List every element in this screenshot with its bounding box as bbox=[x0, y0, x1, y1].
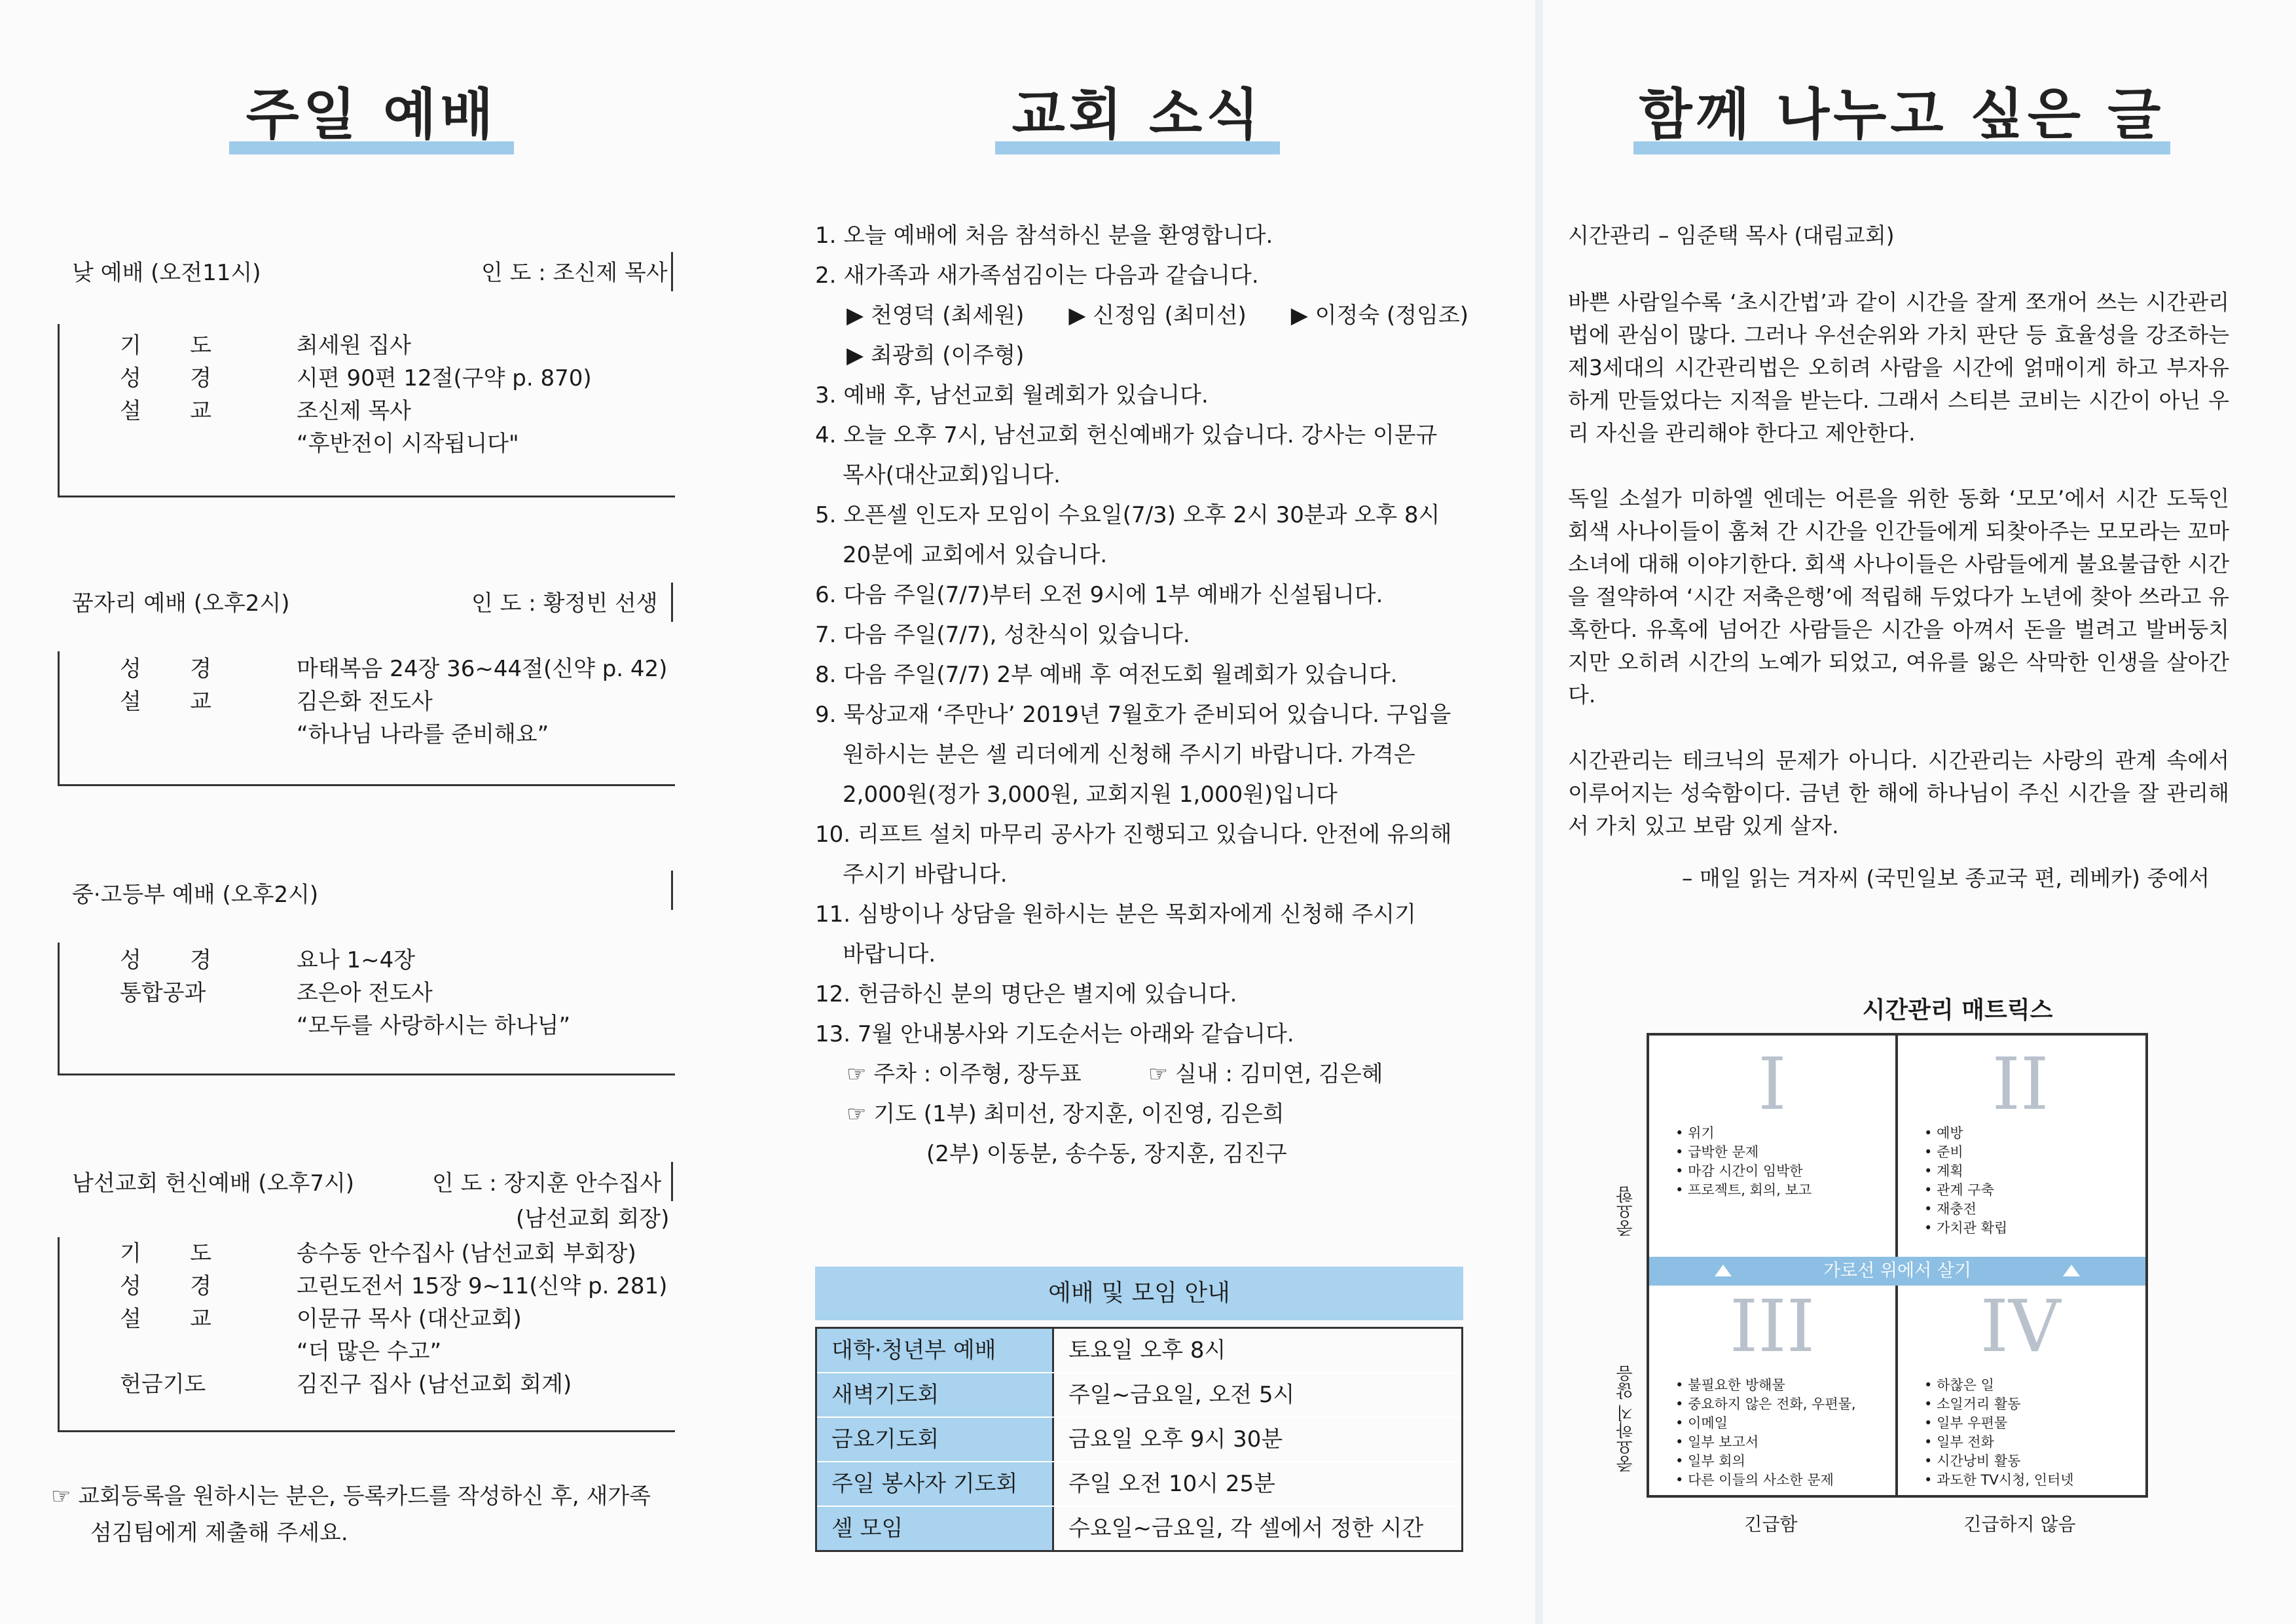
news-item: 11. 심방이나 상담을 원하시는 분은 목회자에게 신청해 주시기 bbox=[815, 901, 1416, 928]
news-list bbox=[815, 216, 1509, 1174]
essay-panel bbox=[1535, 0, 2296, 1624]
schedule-row: 대학·청년부 예배 토요일 오후 8시 bbox=[817, 1329, 1461, 1373]
service-leader: 인 도 : 장지훈 안수집사 bbox=[432, 1170, 662, 1197]
worship-title: 주일 예배 bbox=[246, 82, 498, 147]
essay-source: – 매일 읽는 겨자씨 (국민일보 종교국 편, 레베카) 중에서 bbox=[1681, 865, 2210, 891]
panel-divider bbox=[1535, 0, 1543, 1624]
up-arrow-icon bbox=[2063, 1265, 2080, 1276]
numeral-iv: IV bbox=[1980, 1284, 2061, 1368]
quadrant-iii-list: • 불필요한 방해물 • 중요하지 않은 전화, 우편물, • 이메일 • 일부 보고서 • 일부 회의 • 다른 이들의 사소한 문제 bbox=[1675, 1376, 1856, 1490]
matrix-band: 가로선 위에서 살기 bbox=[1649, 1257, 2145, 1286]
news-item-cont: (2부) 이동분, 송수동, 장지훈, 김진구 bbox=[926, 1141, 1287, 1167]
news-item-cont: 바랍니다. bbox=[843, 941, 936, 967]
worship-panel bbox=[0, 0, 789, 1624]
matrix-title: 시간관리 매트릭스 bbox=[1862, 997, 2053, 1024]
news-item-cont: ▶ 천영덕 (최세원) ▶ 신정임 (최미선) ▶ 이정숙 (정임조) bbox=[847, 302, 1469, 329]
news-item-cont: 목사(대산교회)입니다. bbox=[843, 462, 1061, 488]
news-item-cont: 원하시는 분은 셀 리더에게 신청해 주시기 바랍니다. 가격은 bbox=[843, 742, 1415, 768]
news-item: 6. 다음 주일(7/7)부터 오전 9시에 1부 예배가 신설됩니다. bbox=[815, 582, 1383, 608]
quadrant-i-list: • 위기 • 급박한 문제 • 마감 시간이 임박한 • 프로젝트, 회의, 보고 bbox=[1675, 1124, 1812, 1200]
service-name: 낮 예배 (오전11시) bbox=[72, 260, 261, 286]
essay-paragraph: 독일 소설가 미하엘 엔데는 어른을 위한 동화 ‘모모’에서 시간 도둑인 회색 사나이들이 훔쳐 간 시간을 인간들에게 되찾아주는 모모라는 꼬마 소녀에 대해 이야기한다. 회색 사나이들은 사람들에게 불요불급한 시간을 절약하여 ‘시간 저축은행’에 적립해 두었다가 노년에 찾아 쓰라고 유혹한다. 유혹에 넘어간 사람들은 시간을 아껴서 돈을 벌려고 발버둥치지만 오히려 시간의 노예가 되었고, 여유를 잃은 삭막한 인생을 살아간다. bbox=[1568, 486, 2229, 708]
service-name: 중·고등부 예배 (오후2시) bbox=[72, 882, 319, 908]
essay-paragraph: 바쁜 사람일수록 ‘초시간법’과 같이 시간을 잘게 쪼개어 쓰는 시간관리법에 관심이 많다. 그러나 우선순위와 가치 판단 등 효율성을 강조하는 제3세대의 시간관리법은 오히려 사람을 시간에 얽매이게 하고 부자유하게 만들었다는 지적을 받는다. 그래서 스티븐 코비는 시간이 아닌 우리 자신을 관리해야 한다고 제안한다. bbox=[1568, 289, 2229, 446]
schedule-row: 셀 모임 수요일~금요일, 각 셀에서 정한 시간 bbox=[817, 1507, 1461, 1550]
news-item: 3. 예배 후, 남선교회 월례회가 있습니다. bbox=[815, 382, 1209, 408]
essay-title-wrap bbox=[1633, 79, 2170, 151]
essay-title: 함께 나누고 싶은 글 bbox=[1639, 82, 2165, 147]
worship-title-wrap bbox=[229, 79, 514, 151]
news-title-wrap bbox=[995, 79, 1280, 151]
news-item-cont: ▶ 최광희 (이주형) bbox=[847, 342, 1025, 369]
news-item: 12. 헌금하신 분의 명단은 별지에 있습니다. bbox=[815, 981, 1237, 1007]
news-item: 9. 묵상교재 ‘주만나’ 2019년 7월호가 준비되어 있습니다. 구입을 bbox=[815, 702, 1451, 728]
numeral-iii: III bbox=[1729, 1284, 1815, 1368]
col-label-urgent: 긴급함 bbox=[1744, 1513, 1798, 1535]
news-item: 10. 리프트 설치 마무리 공사가 진행되고 있습니다. 안전에 유의해 bbox=[815, 821, 1452, 848]
service-name: 남선교회 헌신예배 (오후7시) bbox=[72, 1170, 355, 1197]
news-item: 13. 7월 안내봉사와 기도순서는 아래와 같습니다. bbox=[815, 1021, 1294, 1047]
news-item: 1. 오늘 예배에 처음 참석하신 분을 환영합니다. bbox=[815, 223, 1273, 249]
service-box: 성 경 마태복음 24장 36~44절(신약 p. 42) 설 교 김은화 전도사 “하나님 나라를 준비해요” bbox=[58, 651, 675, 786]
service-box: 기 도 최세원 집사 성 경 시편 90편 12절(구약 p. 870) 설 교 조신제 목사 “후반전이 시작됩니다" bbox=[58, 324, 675, 497]
box-corner bbox=[671, 583, 673, 622]
row-label-important: 중요함 bbox=[1616, 1186, 1636, 1237]
col-label-not-urgent: 긴급하지 않음 bbox=[1963, 1513, 2076, 1535]
schedule-row: 금요기도회 금요일 오후 9시 30분 bbox=[817, 1418, 1461, 1462]
news-item: 7. 다음 주일(7/7), 성찬식이 있습니다. bbox=[815, 622, 1190, 648]
schedule-title: 예배 및 모임 안내 bbox=[815, 1267, 1463, 1320]
essay-subtitle: 시간관리 – 임준택 목사 (대림교회) bbox=[1568, 223, 1895, 248]
news-item-cont: ☞ 기도 (1부) 최미선, 장지훈, 이진영, 김은희 bbox=[847, 1101, 1285, 1127]
numeral-ii: II bbox=[1992, 1042, 2049, 1126]
numeral-i: I bbox=[1758, 1042, 1787, 1126]
service-leader-role: (남선교회 회장) bbox=[516, 1206, 670, 1232]
news-item-cont: 주시기 바랍니다. bbox=[843, 861, 1008, 888]
essay-body bbox=[1568, 219, 2229, 895]
schedule-table bbox=[815, 1327, 1463, 1552]
news-item: 2. 새가족과 새가족섬김이는 다음과 같습니다. bbox=[815, 262, 1259, 289]
service-box: 성 경 요나 1~4장 통합공과 조은아 전도사 “모두를 사랑하시는 하나님” bbox=[58, 943, 675, 1075]
time-matrix bbox=[1647, 1033, 2148, 1498]
service-box: 기 도 송수동 안수집사 (남선교회 부회장) 성 경 고린도전서 15장 9~11(신약 p. 281) 설 교 이문규 목사 (대산교회) “더 많은 수고” 헌금기도 김진구 집사 (남선교회 회계) bbox=[58, 1237, 675, 1432]
quadrant-iv-list: • 하찮은 일 • 소일거리 활동 • 일부 우편물 • 일부 전화 • 시간낭비 활동 • 과도한 TV시청, 인터넷 bbox=[1924, 1376, 2074, 1490]
box-corner bbox=[671, 1162, 673, 1201]
service-name: 꿈자리 예배 (오후2시) bbox=[72, 590, 290, 617]
news-item: 4. 오늘 오후 7시, 남선교회 헌신예배가 있습니다. 강사는 이문규 bbox=[815, 422, 1438, 448]
registration-note: ☞ 교회등록을 원하시는 분은, 등록카드를 작성하신 후, 새가족 섬김팀에게 제출해 주세요. bbox=[51, 1483, 651, 1546]
news-item-cont: 20분에 교회에서 있습니다. bbox=[843, 542, 1108, 568]
row-label-not-important: 중요하지 않음 bbox=[1616, 1365, 1636, 1473]
up-arrow-icon bbox=[1715, 1265, 1732, 1276]
news-item-cont: 2,000원(정가 3,000원, 교회지원 1,000원)입니다 bbox=[843, 782, 1338, 808]
service-leader: 인 도 : 황정빈 선생 bbox=[471, 590, 658, 617]
news-item: 5. 오픈셀 인도자 모임이 수요일(7/3) 오후 2시 30분과 오후 8시 bbox=[815, 502, 1440, 528]
essay-paragraph: 시간관리는 테크닉의 문제가 아니다. 시간관리는 사랑의 관계 속에서 이루어지는 성숙함이다. 금년 한 해에 하나님이 주신 시간을 잘 관리해서 가치 있고 보람 있게 살자. bbox=[1568, 748, 2229, 839]
news-item-cont: ☞ 주차 : 이주형, 장두표 ☞ 실내 : 김미연, 김은혜 bbox=[847, 1061, 1383, 1087]
box-corner bbox=[671, 252, 673, 291]
quadrant-ii-list: • 예방 • 준비 • 계획 • 관계 구축 • 재충전 • 가치관 확립 bbox=[1924, 1124, 2007, 1238]
schedule-row: 주일 봉사자 기도회 주일 오전 10시 25분 bbox=[817, 1462, 1461, 1507]
news-panel bbox=[789, 0, 1535, 1624]
service-leader: 인 도 : 조신제 목사 bbox=[481, 260, 668, 286]
schedule-box bbox=[815, 1267, 1463, 1552]
schedule-row: 새벽기도회 주일~금요일, 오전 5시 bbox=[817, 1373, 1461, 1418]
box-corner bbox=[671, 871, 673, 910]
news-item: 8. 다음 주일(7/7) 2부 예배 후 여전도회 월례회가 있습니다. bbox=[815, 662, 1398, 688]
news-title: 교회 소식 bbox=[1011, 82, 1264, 147]
